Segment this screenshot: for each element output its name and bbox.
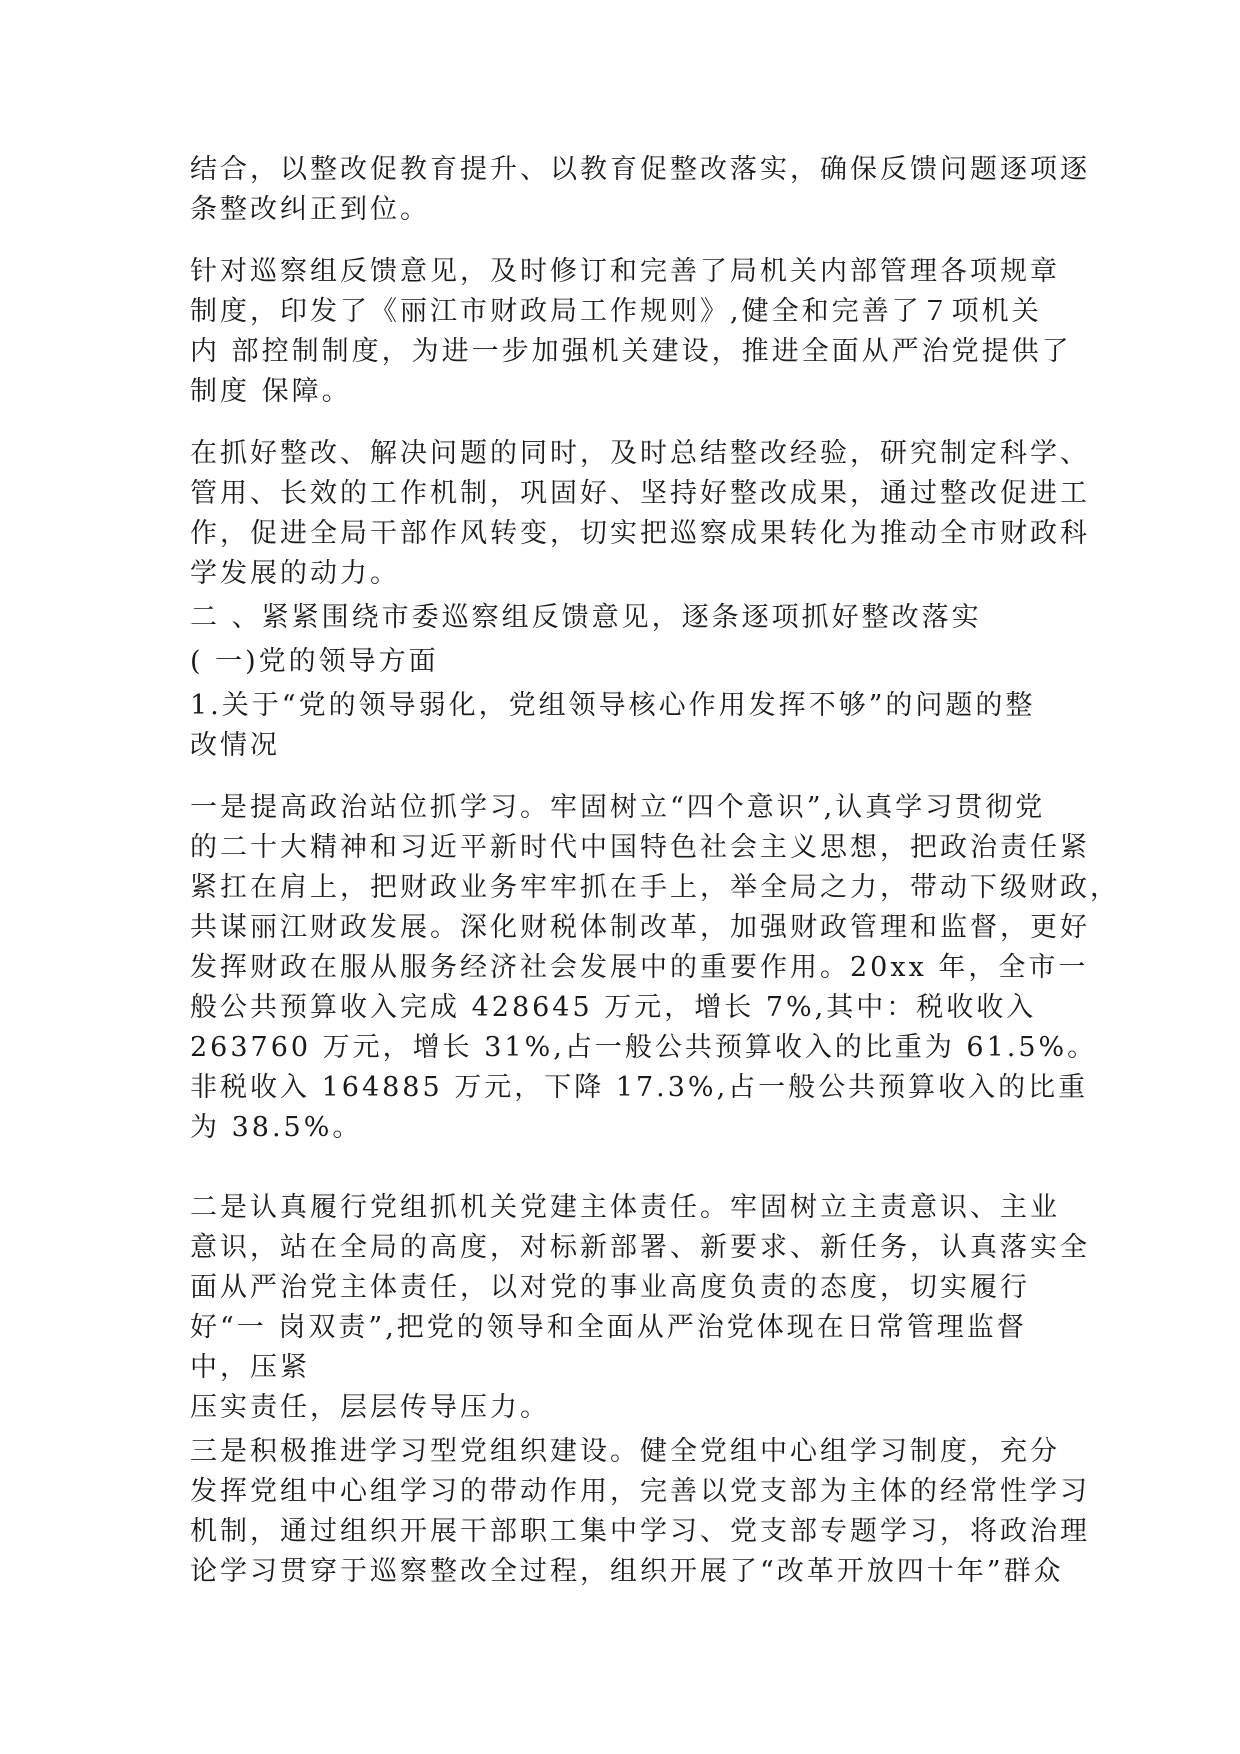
text-line: 论学习贯穿于巡察整改全过程，组织开展了“改革开放四十年”群众 [190,1556,1064,1587]
text-line: 中，压紧 [190,1352,310,1383]
document-page [190,150,1120,1592]
text-line: 为 38.5%。 [190,1112,363,1143]
paragraph-6 [190,1432,1090,1592]
text-line: 压实责任，层层传导压力。 [190,1392,550,1423]
text-line: 三是积极推进学习型党组织建设。健全党组中心组学习制度，充分 [190,1436,1060,1467]
text-line: 二 、紧紧围绕市委巡察组反馈意见，逐条逐项抓好整改落实 [190,602,982,633]
text-line: 在抓好整改、解决问题的同时，及时总结整改经验，研究制定科学、 [190,438,1090,469]
text-line: 共谋丽江财政发展。深化财税体制改革，加强财政管理和监督，更好 [190,912,1090,943]
subsection-heading [190,642,1058,682]
text-line: 263760 万元，增长 31%,占一般公共预算收入的比重为 61.5%。 [190,1032,1098,1063]
text-line: 针对巡察组反馈意见，及时修订和完善了局机关内部管理各项规章 [190,256,1060,287]
text-line: 1.关于“党的领导弱化，党组领导核心作用发挥不够”的问题的整 [190,690,1036,721]
text-line: 面从严治党主体责任，以对党的事业高度负责的态度，切实履行 [190,1272,1030,1303]
text-line: 紧扛在肩上，把财政业务牢牢抓在手上，举全局之力，带动下级财政， [190,872,1120,903]
text-line: 非税收入 164885 万元，下降 17.3%,占一般公共预算收入的比重 [190,1072,1089,1103]
text-line: 管用、长效的工作机制，巩固好、坚持好整改成果，通过整改促进工 [190,478,1090,509]
text-line: 条整改纠正到位。 [190,194,430,225]
item-heading [190,686,1058,766]
text-line: 般公共预算收入完成 428645 万元，增长 7%,其中：税收收入 [190,992,1037,1023]
paragraph-1 [190,150,1090,230]
text-line: 学发展的动力。 [190,558,400,589]
text-line: 内 部控制制度，为进一步加强机关建设，推进全面从严治党提供了 [190,336,1072,367]
text-line: 好“一 岗双责”,把党的领导和全面从严治党体现在日常管理监督 [190,1312,1027,1343]
text-line: 机制，通过组织开展干部职工集中学习、党支部专题学习，将政治理 [190,1516,1090,1547]
text-line: 制度，印发了《丽江市财政局工作规则》,健全和完善了７项机关 [190,296,1042,327]
text-line: 结合，以整改促教育提升、以教育促整改落实，确保反馈问题逐项逐 [190,154,1090,185]
paragraph-3 [190,434,1090,594]
text-line: 二是认真履行党组抓机关党建主体责任。牢固树立主责意识、主业 [190,1192,1060,1223]
text-line: ( 一)党的领导方面 [190,646,439,677]
text-line: 意识，站在全局的高度，对标新部署、新要求、新任务，认真落实全 [190,1232,1090,1263]
paragraph-5 [190,1188,1090,1428]
text-line: 发挥党组中心组学习的带动作用，完善以党支部为主体的经常性学习 [190,1476,1090,1507]
paragraph-2 [190,252,1072,412]
text-line: 的二十大精神和习近平新时代中国特色社会主义思想，把政治责任紧 [190,832,1090,863]
text-line: 一是提高政治站位抓学习。牢固树立“四个意识”,认真学习贯彻党 [190,792,1046,823]
text-line: 发挥财政在服从服务经济社会发展中的重要作用。20xx 年，全市一 [190,952,1089,983]
paragraph-4 [190,788,1120,1148]
text-line: 改情况 [190,730,280,761]
text-line: 制度 保障。 [190,376,352,407]
text-line: 作，促进全局干部作风转变，切实把巡察成果转化为推动全市财政科 [190,518,1090,549]
section-heading [190,598,1058,638]
